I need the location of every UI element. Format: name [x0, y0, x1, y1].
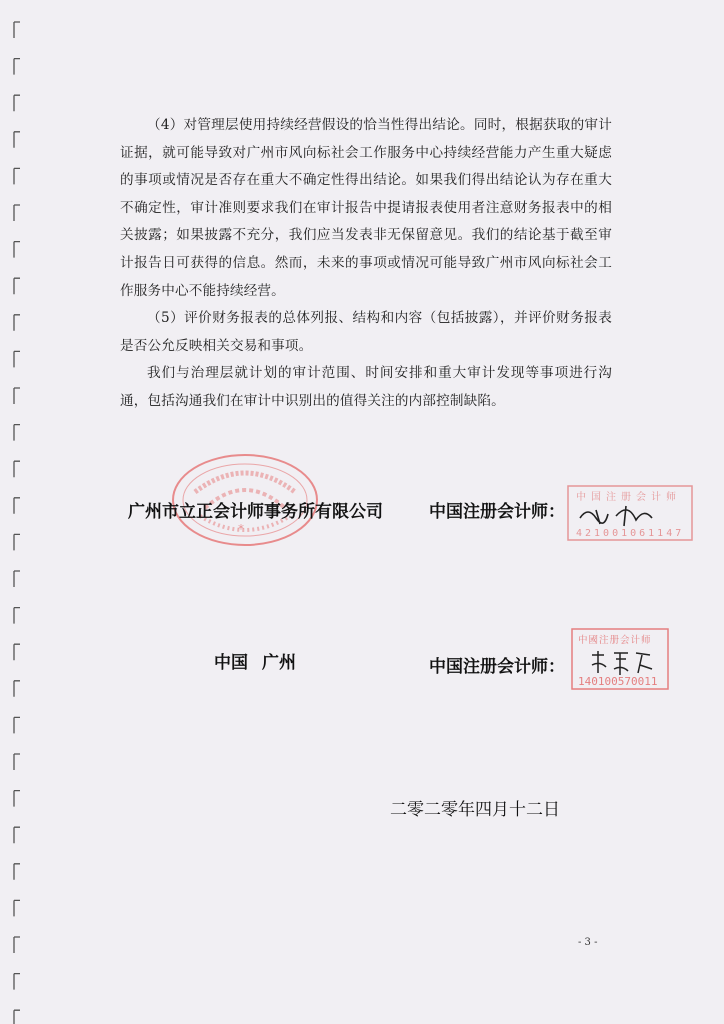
- paragraph-5: （5）评价财务报表的总体列报、结构和内容（包括披露），并评价财务报表是否公允反映相关交易和事项。: [120, 310, 612, 354]
- binding-hole: [14, 791, 20, 807]
- report-date: 二零二零年四月十二日: [390, 800, 560, 820]
- binding-hole: [14, 717, 20, 733]
- binding-hole: [14, 388, 20, 404]
- cpa-label-2: 中国注册会计师：: [429, 657, 565, 677]
- binding-hole: [14, 827, 20, 843]
- binding-hole: [14, 315, 20, 331]
- location-country: 中国: [214, 653, 248, 673]
- binding-hole: [14, 681, 20, 697]
- paragraph-4: （4）对管理层使用持续经营假设的恰当性得出结论。同时，根据获取的审计证据，就可能导致对广州市风向标社会工作服务中心持续经营能力产生重大疑虑的事项或情况是否存在重大不确定性得出结论。如果我们得出结论认为存在重大不确定性，审计准则要求我们在审计报告中提请报表使用者注意财务报表中的相关披露；如果披露不充分，我们应当发表非无保留意见。我们的结论基于截至审计报告日可获得的信息。然而，未来的事项或情况可能导致广州市风向标社会工作服务中心不能持续经营。: [120, 117, 612, 299]
- binding-hole: [14, 608, 20, 624]
- binding-hole: [14, 864, 20, 880]
- binding-hole: [14, 900, 20, 916]
- cpa-stamp-1: [566, 484, 694, 542]
- svg-text:中國注册会计师: 中國注册会计师: [578, 635, 652, 646]
- binding-hole: [14, 937, 20, 953]
- cpa-label-1: 中国注册会计师：: [429, 502, 565, 522]
- binding-hole: [14, 278, 20, 294]
- binding-hole: [14, 974, 20, 990]
- svg-text:*: *: [238, 522, 244, 536]
- binding-hole: [14, 498, 20, 514]
- binding-hole: [14, 644, 20, 660]
- binding-hole: [14, 22, 20, 38]
- firm-name: 广州市立正会计师事务所有限公司: [128, 502, 383, 522]
- binding-hole: [14, 425, 20, 441]
- binding-hole: [14, 205, 20, 221]
- svg-text:140100570011: 140100570011: [578, 675, 658, 688]
- binding-hole: [14, 351, 20, 367]
- binding-hole: [14, 132, 20, 148]
- svg-text:中国注册会计师: 中国注册会计师: [576, 492, 681, 503]
- binding-hole: [14, 95, 20, 111]
- cpa-stamp-2: [570, 627, 670, 691]
- binding-hole: [14, 571, 20, 587]
- location: [214, 648, 296, 673]
- binding-hole: [14, 59, 20, 75]
- binding-hole: [14, 534, 20, 550]
- binding-hole: [14, 754, 20, 770]
- body-text: [120, 112, 612, 416]
- binding-hole: [14, 461, 20, 477]
- page-number: - 3 -: [578, 937, 598, 948]
- paragraph-communication: 我们与治理层就计划的审计范围、时间安排和重大审计发现等事项进行沟通，包括沟通我们在审计中识别出的值得关注的内部控制缺陷。: [120, 365, 612, 409]
- binding-holes: [0, 0, 40, 1024]
- binding-hole: [14, 168, 20, 184]
- binding-hole: [14, 242, 20, 258]
- svg-text:421001061147: 421001061147: [576, 528, 685, 539]
- binding-hole: [14, 1010, 20, 1024]
- location-city: 广州: [262, 653, 296, 673]
